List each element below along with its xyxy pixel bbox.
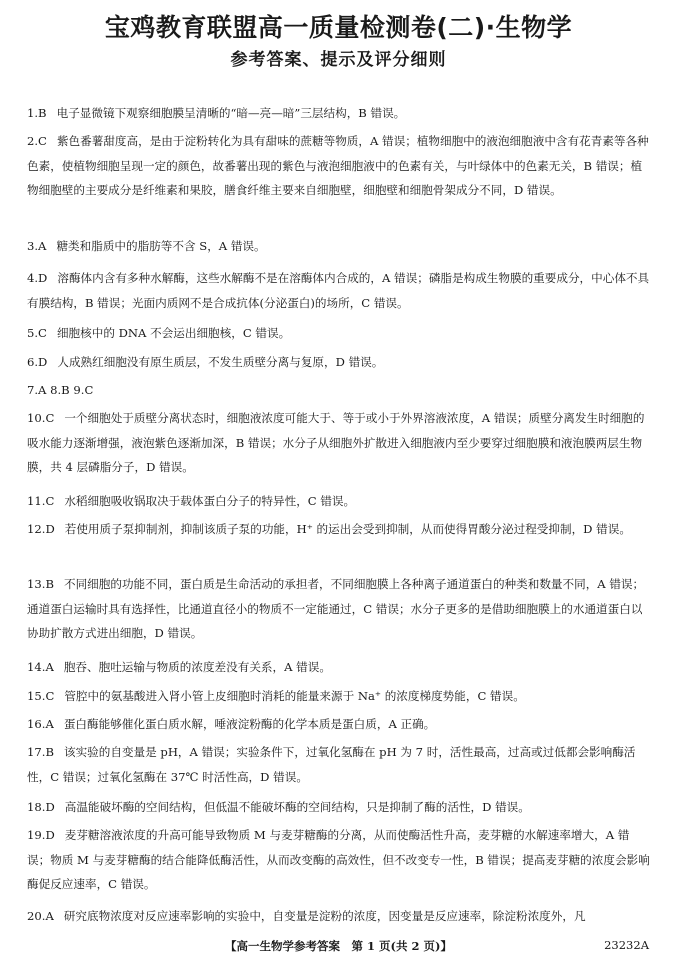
- answer-item: [27, 350, 652, 375]
- answer-key: 15.C: [27, 689, 55, 703]
- answer-item: [27, 321, 652, 346]
- answer-explanation: 若使用质子泵抑制剂，抑制该质子泵的功能，H⁺ 的运出会受到抑制，从而使得胃酸分泌过程受抑制，D 错误。: [64, 522, 631, 536]
- answer-explanation: 高温能破坏酶的空间结构，但低温不能破坏酶的空间结构，只是抑制了酶的活性，D 错误。: [64, 800, 530, 814]
- answer-item: [27, 489, 652, 514]
- answer-explanation: 电子显微镜下观察细胞膜呈清晰的“暗—亮—暗”三层结构，B 错误。: [56, 106, 406, 120]
- answer-key: 7.A 8.B 9.C: [27, 383, 94, 397]
- answer-item: [27, 378, 652, 403]
- page-subtitle: 参考答案、提示及评分细则: [230, 50, 447, 70]
- answer-item: [27, 684, 652, 709]
- answer-key: 4.D: [27, 271, 48, 285]
- answer-key: 19.D: [27, 828, 55, 842]
- answer-explanation: 溶酶体内含有多种水解酶，这些水解酶不是在溶酶体内合成的，A 错误；磷脂是构成生物膜的重要成分，中心体不具有膜结构，B 错误；光面内质网不是合成抗体(分泌蛋白)的场所，C 错误。: [27, 271, 650, 310]
- answer-item: [27, 823, 652, 897]
- answer-key: 18.D: [27, 800, 55, 814]
- answer-key: 2.C: [27, 134, 47, 148]
- answer-key: 14.A: [27, 660, 54, 674]
- answer-explanation: 该实验的自变量是 pH，A 错误；实验条件下，过氧化氢酶在 pH 为 7 时，活性最高，过高或过低都会影响酶活性，C 错误；过氧化氢酶在 37℃ 时活性高，D 错误。: [27, 745, 636, 784]
- answer-key: 10.C: [27, 411, 55, 425]
- answer-key: 3.A: [27, 239, 47, 253]
- answer-explanation: 紫色番薯甜度高，是由于淀粉转化为具有甜味的蔗糖等物质，A 错误；植物细胞中的液泡细胞液中含有花青素等各种色素，使植物细胞呈现一定的颜色，故番薯出现的紫色与液泡细胞液中的色素有关，与叶绿体中的色素无关，B 错误；植物细胞壁的主要成分是纤维素和果胶，膳食纤维主要来自细胞壁，细胞壁和细胞骨架成分不同，D 错误。: [27, 134, 649, 197]
- answer-item: [27, 406, 652, 480]
- answer-item: [27, 517, 652, 542]
- answer-explanation: 不同细胞的功能不同，蛋白质是生命活动的承担者，不同细胞膜上各种离子通道蛋白的种类和数量不同，A 错误；通道蛋白运输时具有选择性，比通道直径小的物质不一定能通过，C 错误；水分子更多的是借助细胞膜上的水通道蛋白以协助扩散方式进出细胞，D 错误。: [27, 577, 645, 640]
- answer-key: 20.A: [27, 909, 54, 923]
- doc-code: 23232A: [604, 938, 649, 952]
- answer-explanation: 胞吞、胞吐运输与物质的浓度差没有关系，A 错误。: [63, 660, 331, 674]
- answer-key: 6.D: [27, 355, 48, 369]
- answer-key: 12.D: [27, 522, 55, 536]
- answer-explanation: 人成熟红细胞没有原生质层，不发生质壁分离与复原，D 错误。: [57, 355, 384, 369]
- answer-key: 1.B: [27, 106, 47, 120]
- answer-key: 5.C: [27, 326, 47, 340]
- page-footer: 【高一生物学参考答案 第 1 页(共 2 页)】: [225, 939, 452, 953]
- answer-item: [27, 655, 652, 680]
- answer-item: [27, 904, 652, 929]
- page-title: 宝鸡教育联盟高一质量检测卷(二)·生物学: [104, 13, 573, 42]
- answer-item: [27, 234, 652, 259]
- answer-item: [27, 129, 652, 203]
- answer-item: [27, 795, 652, 820]
- answer-explanation: 糖类和脂质中的脂肪等不含 S，A 错误。: [56, 239, 266, 253]
- answer-explanation: 麦芽糖溶液浓度的升高可能导致物质 M 与麦芽糖酶的分离，从而使酶活性升高，麦芽糖的水解速率增大，A 错误；物质 M 与麦芽糖酶的结合能降低酶活性，从而改变酶的高效性，但不改变专一性，B 错误；提高麦芽糖的浓度会影响酶促反应速率，C 错误。: [27, 828, 650, 891]
- answer-key: 13.B: [27, 577, 54, 591]
- answer-item: [27, 712, 652, 737]
- answer-explanation: 研究底物浓度对反应速率影响的实验中，自变量是淀粉的浓度，因变量是反应速率，除淀粉浓度外，凡: [63, 909, 586, 923]
- answer-item: [27, 740, 652, 789]
- answer-explanation: 管腔中的氨基酸进入肾小管上皮细胞时消耗的能量来源于 Na⁺ 的浓度梯度势能，C 错误。: [64, 689, 525, 703]
- answer-item: [27, 572, 652, 646]
- answer-item: [27, 266, 652, 315]
- answer-explanation: 一个细胞处于质壁分离状态时，细胞液浓度可能大于、等于或小于外界溶液浓度，A 错误；质壁分离发生时细胞的吸水能力逐渐增强，液泡紫色逐渐加深，B 错误；水分子从细胞外扩散进入细胞液内至少要穿过细胞膜和液泡膜两层生物膜，共 4 层磷脂分子，D 错误。: [27, 411, 645, 474]
- answer-explanation: 水稻细胞吸收锅取决于载体蛋白分子的特异性，C 错误。: [64, 494, 356, 508]
- answer-key: 11.C: [27, 494, 55, 508]
- answer-key: 16.A: [27, 717, 54, 731]
- answer-key: 17.B: [27, 745, 54, 759]
- answer-explanation: 蛋白酶能够催化蛋白质水解，唾液淀粉酶的化学本质是蛋白质，A 正确。: [63, 717, 436, 731]
- answer-explanation: 细胞核中的 DNA 不会运出细胞核，C 错误。: [56, 326, 291, 340]
- answer-item: [27, 101, 652, 126]
